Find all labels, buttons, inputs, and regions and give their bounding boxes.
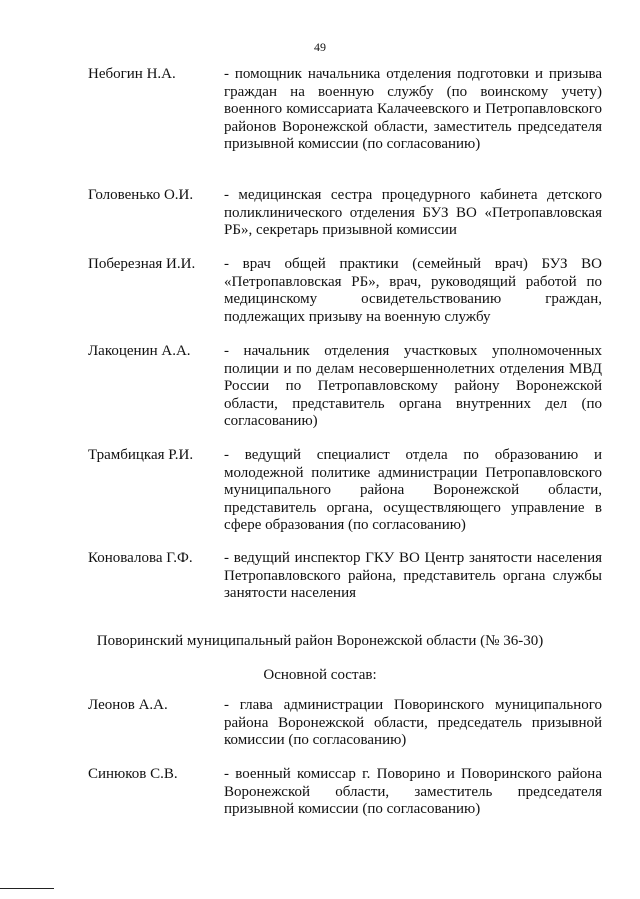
page-number: 49 [314,40,326,54]
member-name: Небогин Н.А. [88,66,176,82]
subheading: Основной состав: [263,667,377,683]
member-description: - врач общей практики (семейный врач) БУЗ ВО «Петропавловская РБ», врач, руководящий работой по медицинскому освидетельствованию граждан, подлежащих призыву на военную службу [224,256,602,325]
member-name: Леонов А.А. [88,697,168,713]
footnote-divider [0,888,54,889]
member-description: - помощник начальника отделения подготовки и призыва граждан на военную службу (по воинскому учету) военного комиссариата Калачеевского и Петропавловского районов Воронежской области, заместитель председателя призывной комиссии (по согласованию) [224,66,602,152]
member-name: Трамбицкая Р.И. [88,447,194,463]
member-name: Лакоценин А.А. [88,343,191,359]
member-name: Синюков С.В. [88,766,178,782]
member-description: - военный комиссар г. Поворино и Поворинского района Воронежской области, заместитель председателя призывной комиссии (по согласованию) [224,766,602,817]
member-name: Коновалова Г.Ф. [88,550,193,566]
section-heading: Поворинский муниципальный район Воронежской области (№ 36-30) [96,633,544,649]
member-description: - медицинская сестра процедурного кабинета детского поликлинического отделения БУЗ ВО «Петропавловская РБ», секретарь призывной комиссии [224,187,602,238]
member-name: Головенько О.И. [88,187,194,203]
member-name: Поберезная И.И. [88,256,196,272]
member-description: - ведущий специалист отдела по образованию и молодежной политике администрации Петропавловского муниципального района Воронежской области, представитель органа, осуществляющего управление в сфере образования (по согласованию) [224,447,602,533]
member-description: - начальник отделения участковых уполномоченных полиции и по делам несовершеннолетних отделения МВД России по Петропавловскому району Воронежской области, представитель органа внутренних дел (по согласованию) [224,343,602,429]
member-description: - ведущий инспектор ГКУ ВО Центр занятости населения Петропавловского района, представитель органа службы занятости населения [224,550,602,601]
member-description: - глава администрации Поворинского муниципального района Воронежской области, председатель призывной комиссии (по согласованию) [224,697,602,748]
